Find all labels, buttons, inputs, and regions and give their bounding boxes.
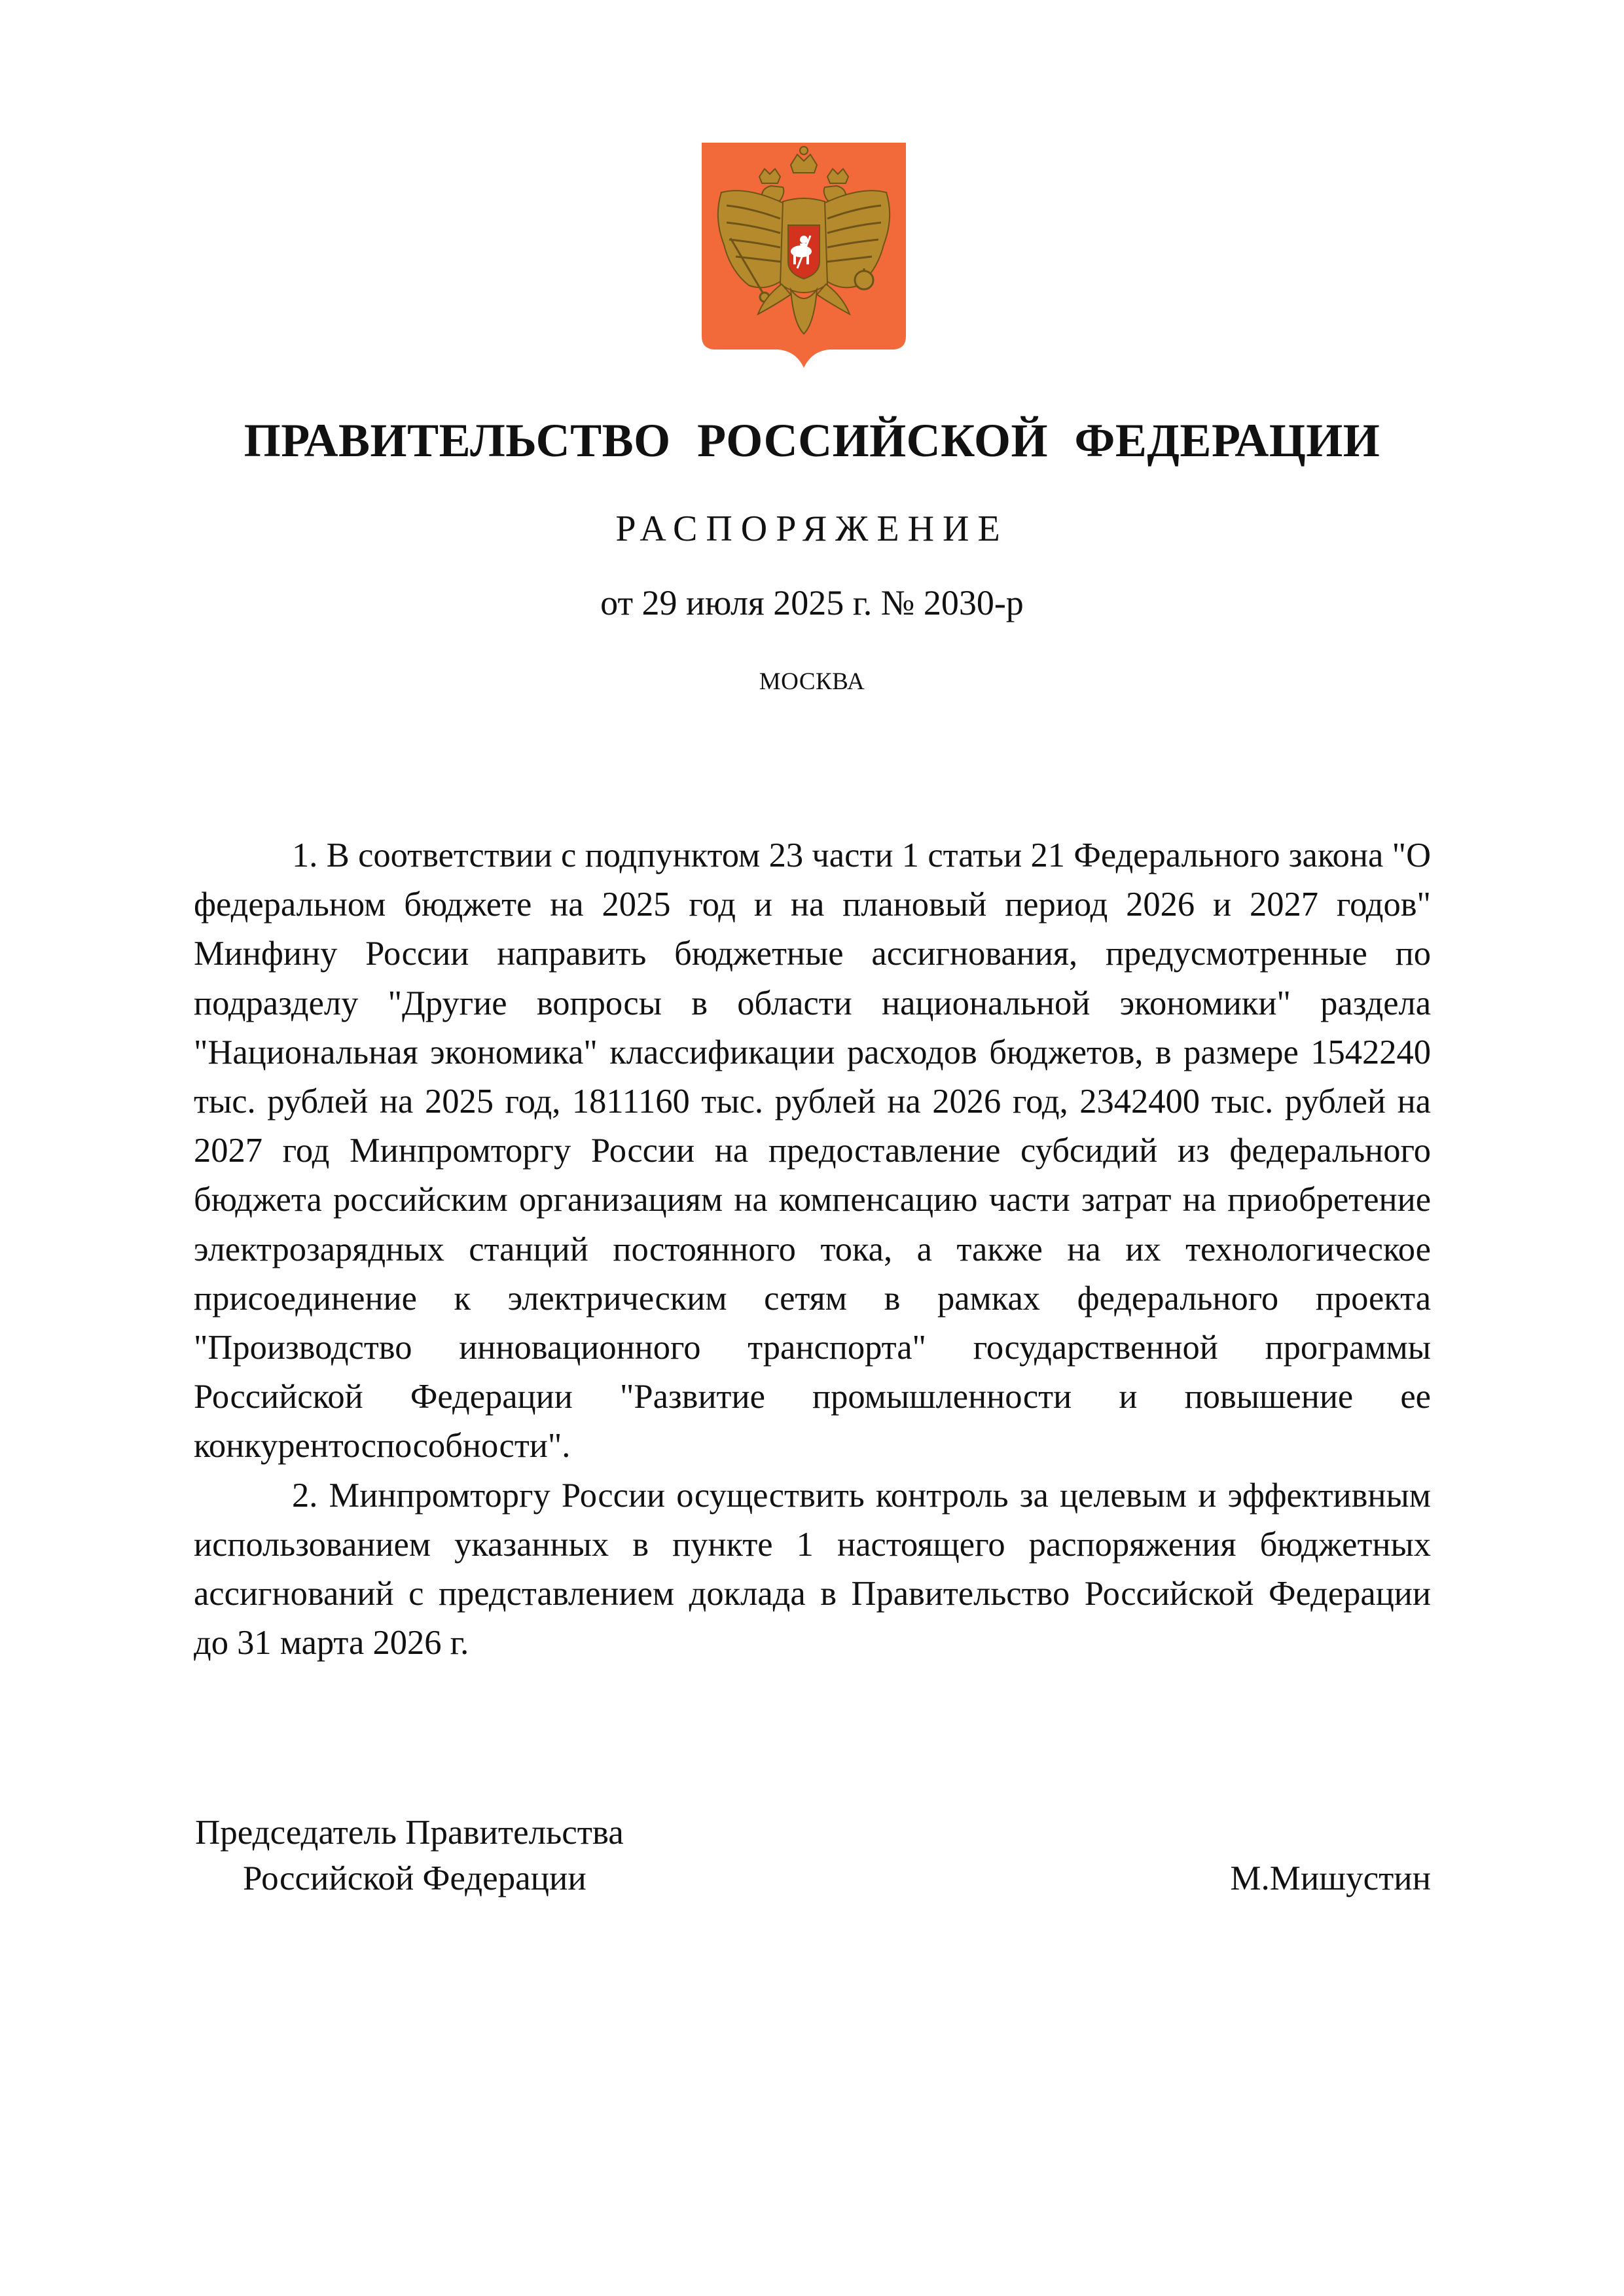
signatory-title-line-1: Председатель Правительства bbox=[195, 1814, 624, 1852]
document-date-number: от 29 июля 2025 г. № 2030-р bbox=[600, 583, 1024, 622]
coat-of-arms-icon bbox=[699, 140, 909, 370]
signatory-title bbox=[195, 1810, 624, 1901]
paragraph-2: 2. Минпромторгу России осуществить контроль за целевым и эффективным использованием указанных в пункте 1 настоящего распоряжения бюджетных ассигнований с представлением доклада в Правительство Российской Федерации до 31 марта 2026 г. bbox=[194, 1476, 1431, 1662]
signatory-name: М.Мишустин bbox=[1230, 1859, 1431, 1897]
document-type: РАСПОРЯЖЕНИЕ bbox=[615, 509, 1009, 549]
document-city: МОСКВА bbox=[759, 668, 865, 695]
signatory-title-line-2: Российской Федерации bbox=[243, 1859, 586, 1897]
document-body bbox=[194, 831, 1431, 1668]
paragraph-1: 1. В соответствии с подпунктом 23 части 1 статьи 21 Федерального закона "О федеральном бюджете на 2025 год и на плановый период 2026 и 2027 годов" Минфину России направить бюджетные ассигнования, предусмотренные по подразделу "Другие вопросы в области национальной экономики" раздела "Национальная экономика" классификации расходов бюджетов, в размере 1542240 тыс. рублей на 2025 год, 1811160 тыс. рублей на 2026 год, 2342400 тыс. рублей на 2027 год Минпромторгу России на предоставление субсидий из федерального бюджета российским организациям на компенсацию части затрат на приобретение электрозарядных станций постоянного тока, а также на их технологическое присоединение к электрическим сетям в рамках федерального проекта "Производство инновационного транспорта" государственной программы Российской Федерации "Развитие промышленности и повышение ее конкурентоспособности". bbox=[194, 836, 1431, 1465]
government-title: ПРАВИТЕЛЬСТВО РОССИЙСКОЙ ФЕДЕРАЦИИ bbox=[244, 414, 1380, 467]
